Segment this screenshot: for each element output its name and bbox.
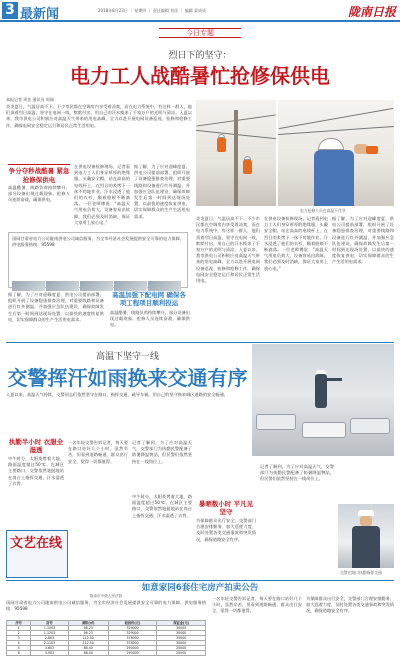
story1-headline: 电力工人战酷暑忙抢修保供电 <box>70 64 330 88</box>
ad-thumb-image <box>114 281 147 291</box>
table-header: 面积(㎡) <box>68 621 108 626</box>
notice-subtitle: 陇南市中级人民法院 <box>89 594 123 598</box>
photo-lineman-closeup <box>278 100 394 206</box>
notice-divider <box>6 580 394 581</box>
story1-subhead: 烈日下的坚守： <box>168 51 232 61</box>
table-header: 序号 <box>7 621 31 626</box>
story2-headline: 交警挥汗如雨换来交通有序 <box>7 366 248 390</box>
photo-police-closeup <box>338 504 394 568</box>
ad-thumb-image <box>12 281 45 291</box>
ad-text: 国网甘肃省电力公司陇南供电公司诚信服务，为全市经济社会发展提供安全可靠的电力保障。供电服务热线：95598 <box>12 236 184 248</box>
section-title: 最新闻 <box>20 7 60 22</box>
table-row: 5 3-603 86.40 290000 25000 <box>7 646 206 651</box>
ad-thumb-image <box>148 281 181 291</box>
newspaper-brand: 陇南日报 <box>347 5 396 19</box>
ad-thumb-image <box>46 281 79 291</box>
story1-body-col2: 在供电设备检修现场，记者看到电力工人们身穿厚厚的绝缘服，头戴安全帽，站在高高的电线杆上，在烈日的炙烤下一丝不苟地作业。汗水浸透了他们的衣衫，顺着脸颊不断滴落。一位老师傅说：“高温天气用电负荷大，设备容易出故障，我们必须及时消缺，保证大家用上放心电。” <box>74 164 130 225</box>
story2-col3-text: 为保障群众出行安全，交警部门合理安排勤务，加大巡逻力度，及时处置各类交通事故和突发情况，确保道路安全有序。 <box>196 518 256 542</box>
story2-col4-text: 记者了解到，为了应对高温天气，交警部门为执勤民警配备了防暑降温物品，但民警们依然坚持在一线岗位上。 <box>132 440 192 464</box>
story1-body-col3: 据了解，为了应对迎峰度夏，供电公司提前部署，组织开展了设备隐患排查治理，对重要线路和设备进行红外测温，并加强应急队伍建设，确保故障发生后第一时间到达现场处置，以最快的速度恢复供电，切实保障群众的生产生活用电需求。 <box>134 164 190 219</box>
divider-rule <box>6 342 394 343</box>
notice-body: 国网甘肃省电力公司陇南供电公司诚信服务，为全市经济社会发展提供安全可靠的电力保障。供电服务热线：95598 <box>6 600 206 612</box>
table-header: 房号 <box>31 621 68 626</box>
notice-col3: 为保障群众出行安全，交警部门合理安排勤务，加大巡逻力度，及时处置各类交通事故和突发情况，确保道路安全有序。 <box>306 596 394 614</box>
side-box-title: 争分夺秒战酷暑 紧急抢修保供电 <box>8 167 70 184</box>
side-box-text: 高温酷暑，线路负荷持续攀升，部分设备出现过载现象。抢修人员连续奋战，确保供电。 <box>8 185 70 203</box>
notice-table <box>6 620 206 656</box>
story1-body-col7: 据了解，为了应对迎峰度夏，供电公司提前部署，组织开展了设备隐患排查治理，对重要线路和设备进行红外测温，并加强应急队伍建设，确保故障发生后第一时间到达现场处置，以最快的速度恢复供电，切实保障群众的生产生活用电需求。 <box>8 292 104 322</box>
column-logo: 文艺在线 <box>9 536 62 551</box>
photo-lineman-pole <box>196 100 276 206</box>
dateline: 2018年8月23日 ｜ 星期四 ｜ 责任编辑 刘佳 ｜ 编辑 姜成成 <box>98 8 206 13</box>
table-header: 保证金(元) <box>157 621 206 626</box>
table-row: 2 1-1203 98.23 329000 30000 <box>7 631 206 636</box>
ad-thumb-image <box>80 281 113 291</box>
story2-col1-text: 中午时分，太阳炙烤着大地，路面温度超过50℃。在城区主要路口，交警依然笔挺地站在岗台上指挥交通，汗水湿透了衣背。 <box>8 456 64 486</box>
table-row: 3 2-803 112.50 378000 35000 <box>7 636 206 641</box>
story2-col6-text: 记者了解到，为了应对高温天气，交警部门为执勤民警配备了防暑降温物品，但民警们依然坚持在一线岗位上。 <box>260 464 334 482</box>
story2-col5-text: 中午时分，太阳炙烤着大地，路面温度超过50℃。在城区主要路口，交警依然笔挺地站在岗台上指挥交通，汗水湿透了衣背。 <box>132 494 192 518</box>
story2-col3-title: 暴晒数小时 平凡见坚守 <box>198 500 254 516</box>
story1-body-col1: 炎炎夏日，气温居高不下。不少市民都在空调房内享受着凉爽，而在电力系统中，有这样一群人，他们顶着烈日高温，坚守在电网一线，默默付出，用自己的汗水换来了千家万户的光明与清凉。入夏以来，我市供电公司积极应对高温天气带来的用电高峰，全力以赴开展电网设备巡视、检修和抢修工作，确保电网安全稳定运行和居民正常生活用电。 <box>6 104 192 128</box>
side-box <box>8 164 70 224</box>
story2-photo-caption: 交警在路口执勤指挥交通 <box>340 570 382 575</box>
story2-subhead: 高温下坚守一线 <box>95 352 159 362</box>
story1-body-col4: 炎炎夏日，气温居高不下。不少市民都在空调房内享受着凉爽，而在电力系统中，有这样一群人，他们顶着烈日高温，坚守在电网一线，默默付出，用自己的汗水换来了千家万户的光明与清凉。入夏以来，我市供电公司积极应对高温天气带来的用电高峰，全力以赴开展电网设备巡视、检修和抢修工作，确保电网安全稳定运行和居民正常生活用电。 <box>196 216 260 284</box>
story2-col1-title: 执勤半小时 衣服全湿透 <box>8 438 64 454</box>
box2-title: 高温加强下配电网 确保各项工程项目顺利投运 <box>112 291 186 307</box>
story1-body-col5: 在供电设备检修现场，记者看到电力工人们身穿厚厚的绝缘服，头戴安全帽，站在高高的电线杆上，在烈日的炙烤下一丝不苟地作业。汗水浸透了他们的衣衫，顺着脸颊不断滴落。一位老师傅说：“高温天气用电负荷大，设备容易出故障，我们必须及时消缺，保证大家用上放心电。” <box>264 216 328 271</box>
table-row: 6 3-903 86.40 290000 25000 <box>7 651 206 656</box>
section-tag: 今日专题 <box>159 28 241 38</box>
table-header: 起拍价(元) <box>108 621 157 626</box>
story1-body-col8: 高温酷暑，线路负荷持续攀升，部分设备出现过载现象。抢修人员连续奋战，确保供电。 <box>110 310 190 328</box>
story1-body-col6: 据了解，为了应对迎峰度夏，供电公司提前部署，组织开展了设备隐患排查治理，对重要线路和设备进行红外测温，并加强应急队伍建设，确保故障发生后第一时间到达现场处置，以最快的速度恢复供电，切实保障群众的生产生活用电需求。 <box>332 216 394 265</box>
story1-byline: 本报记者 周佳 通讯员 周刚 <box>6 97 54 102</box>
story2-col2-text: 一名年轻交警告诉记者，每天要在路口站好几个小时，虽然辛苦，但看到道路畅通，群众出行安全，觉得一切都值得。 <box>68 440 128 464</box>
table-row: 4 2-1103 112.50 378000 35000 <box>7 641 206 646</box>
photo-caption-right: 电力抢修人员在高温下作业 <box>300 208 346 213</box>
notice-col2: 一名年轻交警告诉记者，每天要在路口站好几个小时，虽然辛苦，但看到道路畅通，群众出行安全，觉得一切都值得。 <box>212 596 302 614</box>
page-number: 3 <box>2 2 18 19</box>
story2-intro: 入夏以来，高温天气持续，交警同志们依然坚守在路口，指挥交通，疏导车辆，用自己的坚守换来城区道路的安全畅通。 <box>6 392 228 397</box>
masthead <box>0 0 400 22</box>
notice-title: 如意家园6套住宅房产拍卖公告 <box>141 583 259 593</box>
photo-traffic-police <box>252 344 394 456</box>
ad-thumbnails <box>12 276 188 286</box>
table-row: 1 1-1003 98.23 329000 30000 <box>7 626 206 631</box>
